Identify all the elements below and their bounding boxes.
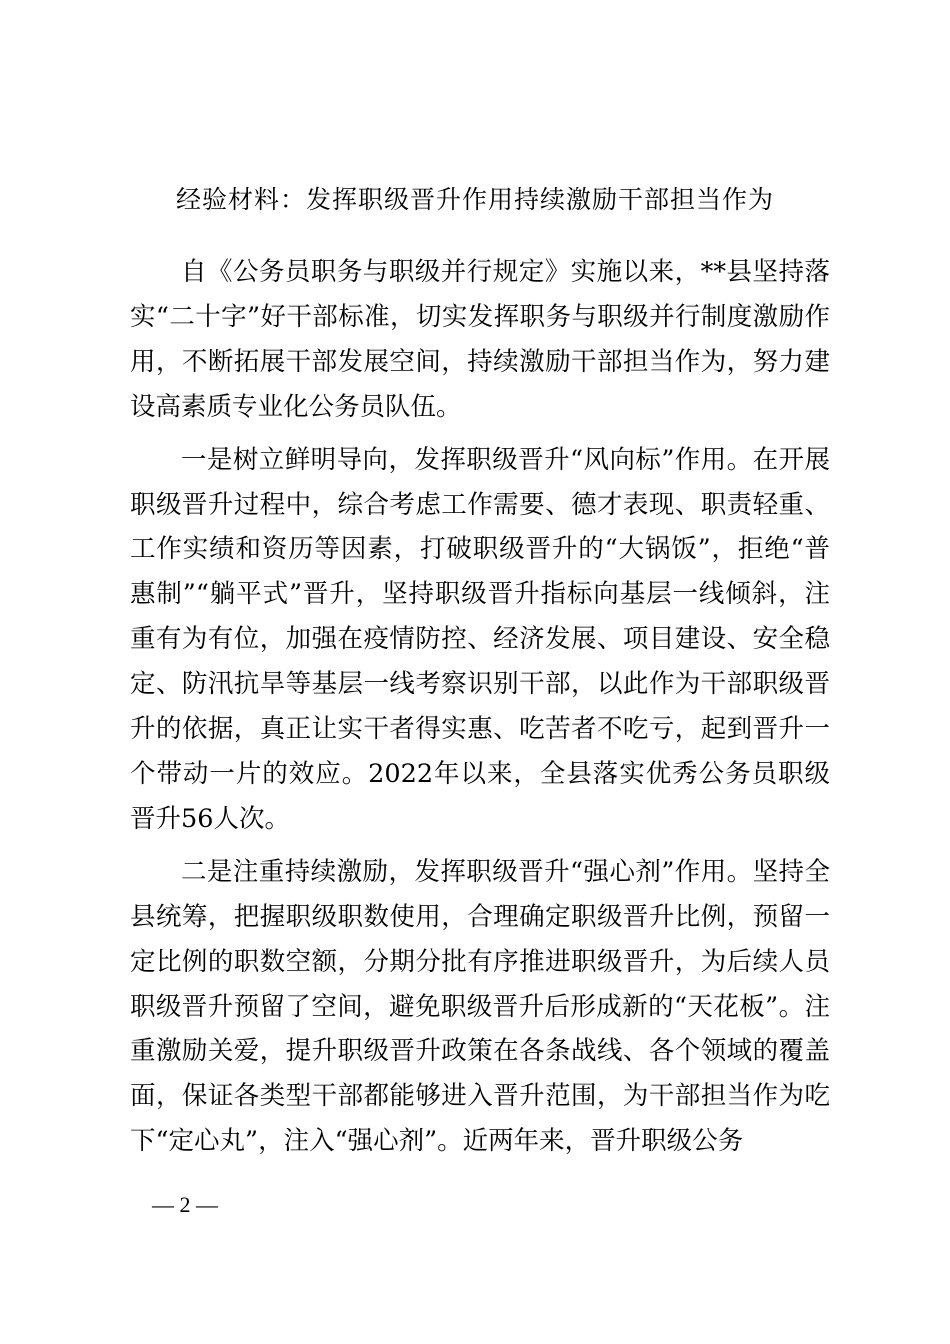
document-body — [130, 250, 830, 1172]
page-number: — 2 — — [152, 1192, 218, 1217]
paragraph-intro: 自《公务员职务与职级并行规定》实施以来，**县坚持落实“二十字”好干部标准，切实发挥职务与职级并行制度激励作用，不断拓展干部发展空间，持续激励干部担当作为，努力建设高素质专业化公务员队伍。 — [130, 257, 830, 422]
paragraph-point-one: 一是树立鲜明导向，发挥职级晋升“风向标”作用。在开展职级晋升过程中，综合考虑工作需要、德才表现、职责轻重、工作实绩和资历等因素，打破职级晋升的“大锅饭”，拒绝“普惠制”“躺平式”晋升，坚持职级晋升指标向基层一线倾斜，注重有为有位，加强在疫情防控、经济发展、项目建设、安全稳定、防汛抗旱等基层一线考察识别干部，以此作为干部职级晋升的依据，真正让实干者得实惠、吃苦者不吃亏，起到晋升一个带动一片的效应。2022年以来，全县落实优秀公务员职级晋升56人次。 — [130, 444, 830, 834]
paragraph-point-two: 二是注重持续激励，发挥职级晋升“强心剂”作用。坚持全县统筹，把握职级职数使用，合理确定职级晋升比例，预留一定比例的职数空额，分期分批有序推进职级晋升，为后续人员职级晋升预留了空间，避免职级晋升后形成新的“天花板”。注重激励关爱，提升职级晋升政策在各条战线、各个领域的覆盖面，保证各类型干部都能够进入晋升范围，为干部担当作为吃下“定心丸”，注入“强心剂”。近两年来，晋升职级公务 — [130, 856, 830, 1157]
document-title: 经验材料：发挥职级晋升作用持续激励干部担当作为 — [175, 185, 774, 214]
